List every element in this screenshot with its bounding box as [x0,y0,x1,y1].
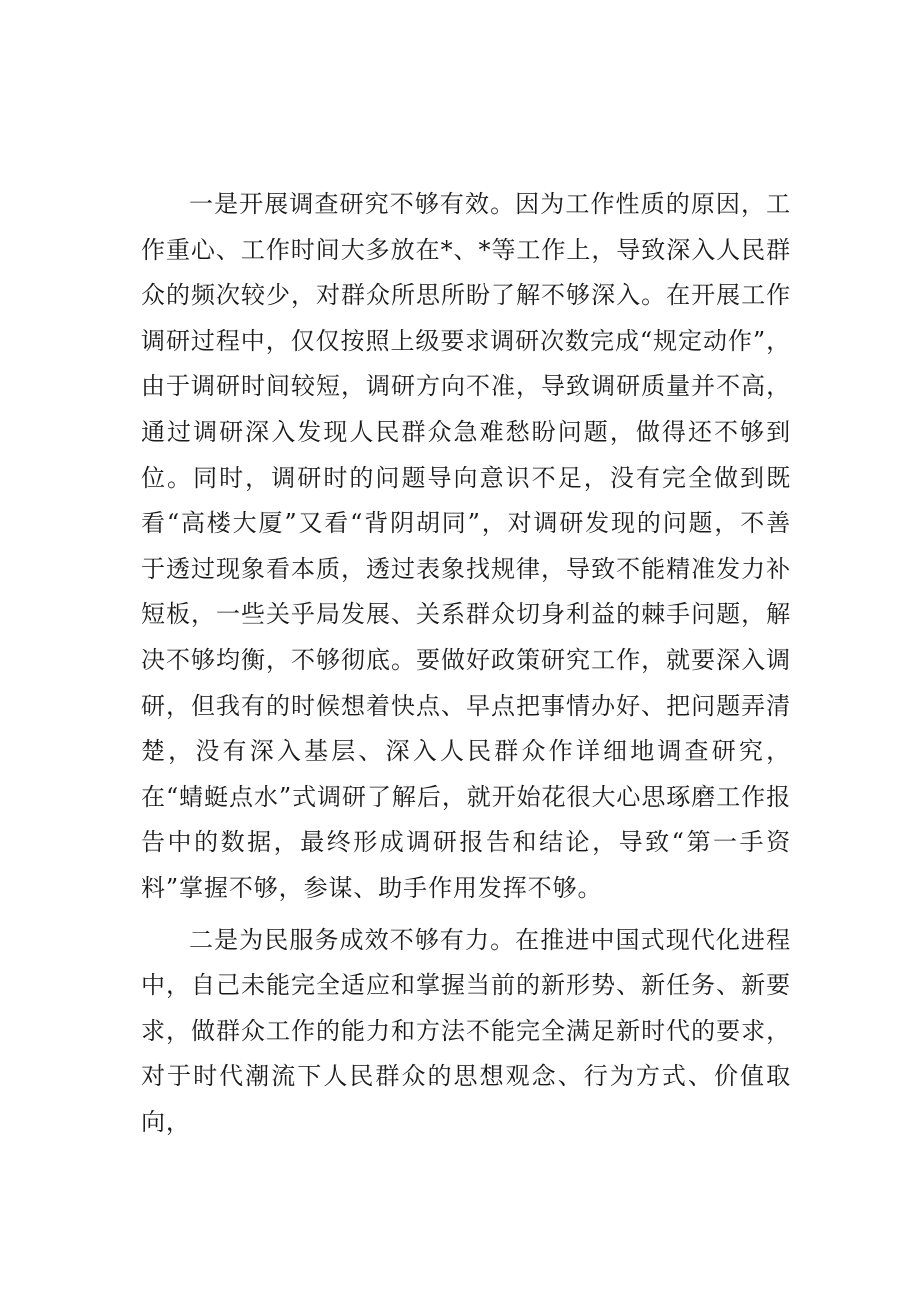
paragraph-1: 一是开展调查研究不够有效。因为工作性质的原因，工作重心、工作时间大多放在*、*等工作上，导致深入人民群众的频次较少，对群众所思所盼了解不够深入。在开展工作调研过程中，仅仅按照上级要求调研次数完成“规定动作”，由于调研时间较短，调研方向不准，导致调研质量并不高，通过调研深入发现人民群众急难愁盼问题，做得还不够到位。同时，调研时的问题导向意识不足，没有完全做到既看“高楼大厦”又看“背阴胡同”，对调研发现的问题，不善于透过现象看本质，透过表象找规律，导致不能精准发力补短板，一些关乎局发展、关系群众切身利益的棘手问题，解决不够均衡，不够彻底。要做好政策研究工作，就要深入调研，但我有的时候想着快点、早点把事情办好、把问题弄清楚，没有深入基层、深入人民群众作详细地调查研究，在“蜻蜓点水”式调研了解后，就开始花很大心思琢磨工作报告中的数据，最终形成调研报告和结论，导致“第一手资料”掌握不够，参谋、助手作用发挥不够。 [141,190,791,902]
document-body [141,182,791,1151]
paragraph-2: 二是为民服务成效不够有力。在推进中国式现代化进程中，自己未能完全适应和掌握当前的新形势、新任务、新要求，做群众工作的能力和方法不能完全满足新时代的要求，对于时代潮流下人民群众的思想观念、行为方式、价值取向， [141,925,791,1136]
